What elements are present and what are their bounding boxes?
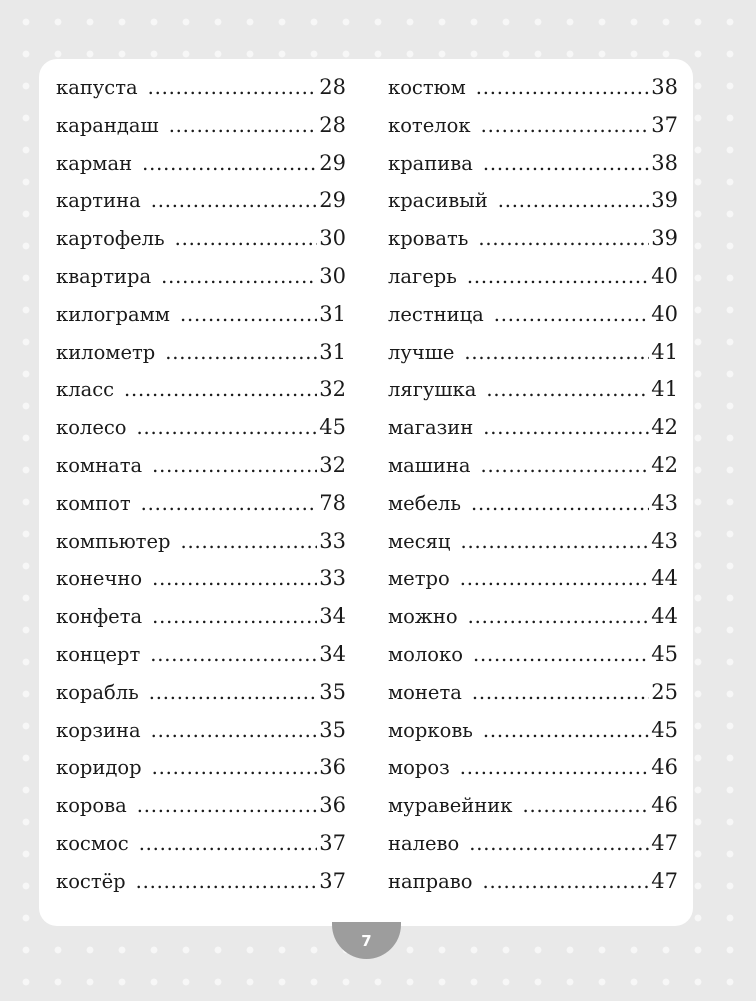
index-entry [388, 787, 678, 825]
index-page-number: 28 [319, 112, 346, 137]
dot-leader [142, 145, 317, 183]
dot-leader [152, 749, 318, 787]
index-word: карандаш [56, 113, 159, 137]
page-number-badge [332, 922, 401, 959]
index-word: конфета [56, 605, 143, 629]
index-entry [56, 825, 346, 863]
dot-leader [161, 258, 317, 296]
index-word: муравейник [388, 794, 513, 818]
index-entry [388, 409, 678, 447]
index-word: мороз [388, 756, 450, 780]
index-word: красивый [388, 189, 488, 213]
index-page-number: 29 [319, 188, 346, 213]
dot-leader [137, 409, 318, 447]
index-entry [56, 863, 346, 901]
index-entry [56, 145, 346, 183]
index-entry [56, 598, 346, 636]
dot-leader [467, 258, 649, 296]
index-page-number: 32 [319, 452, 346, 477]
index-entry [388, 863, 678, 901]
index-entry [388, 182, 678, 220]
index-word: монета [388, 680, 462, 704]
index-page-number: 47 [651, 868, 678, 893]
index-page-number: 29 [319, 150, 346, 175]
index-word: карман [56, 151, 133, 175]
index-word: картина [56, 189, 141, 213]
dot-leader [472, 674, 649, 712]
index-page-number: 25 [651, 679, 678, 704]
index-word: компьютер [56, 529, 171, 553]
dot-leader [460, 560, 650, 598]
index-page-number: 46 [651, 793, 678, 818]
index-page-number: 41 [651, 377, 678, 402]
index-entry [388, 145, 678, 183]
index-page-number: 30 [319, 263, 346, 288]
dot-leader [150, 636, 317, 674]
index-entry [388, 598, 678, 636]
index-page-number: 38 [651, 75, 678, 99]
index-entry [56, 712, 346, 750]
index-entry [56, 523, 346, 561]
dot-leader [148, 69, 318, 107]
index-page-number: 31 [319, 301, 346, 326]
dot-leader [464, 334, 649, 372]
dot-leader [483, 712, 649, 750]
dot-leader [181, 523, 318, 561]
index-column-right [388, 69, 678, 901]
index-word: молоко [388, 642, 463, 666]
index-page-number: 45 [651, 641, 678, 666]
index-word: мебель [388, 491, 461, 515]
index-word: крапива [388, 151, 473, 175]
index-page-number: 33 [319, 566, 346, 591]
index-page-number: 43 [651, 528, 678, 553]
index-word: километр [56, 340, 156, 364]
page-number: 7 [361, 931, 372, 950]
index-entry [388, 69, 678, 107]
dot-leader [152, 447, 317, 485]
dot-leader [180, 296, 317, 334]
index-page-number: 41 [651, 339, 678, 364]
index-word: лучше [388, 340, 455, 364]
index-page-number: 30 [319, 226, 346, 251]
index-entry [56, 258, 346, 296]
index-entry [56, 409, 346, 447]
index-entry [56, 485, 346, 523]
index-entry [56, 182, 346, 220]
index-page-number: 78 [319, 490, 346, 515]
index-page-number: 42 [651, 452, 678, 477]
dot-leader [469, 825, 649, 863]
dot-leader [149, 674, 317, 712]
dot-leader [478, 220, 649, 258]
dot-leader [473, 636, 649, 674]
dot-leader [460, 523, 649, 561]
index-page-number: 39 [651, 188, 678, 213]
index-page-number: 37 [319, 830, 346, 855]
dot-leader [483, 409, 649, 447]
dot-leader [136, 863, 318, 901]
index-page-number: 31 [319, 339, 346, 364]
dot-leader [151, 182, 318, 220]
index-word: корова [56, 794, 127, 818]
index-entry [56, 69, 346, 107]
index-word: лагерь [388, 264, 457, 288]
index-word: метро [388, 567, 450, 591]
index-page-number: 35 [319, 717, 346, 742]
index-entry [388, 485, 678, 523]
index-word: лестница [388, 302, 484, 326]
index-page-number: 38 [651, 150, 678, 175]
index-page-number: 35 [319, 679, 346, 704]
index-entry [56, 636, 346, 674]
dot-leader [471, 485, 649, 523]
dot-leader [476, 69, 649, 107]
index-entry [388, 560, 678, 598]
index-entry [388, 712, 678, 750]
dot-leader [482, 863, 649, 901]
index-entry [56, 296, 346, 334]
dot-leader [165, 334, 317, 372]
index-page-number: 46 [651, 755, 678, 780]
index-entry [388, 749, 678, 787]
index-word: корзина [56, 718, 141, 742]
index-page-number: 34 [319, 604, 346, 629]
index-page-number: 44 [651, 566, 678, 591]
index-word: машина [388, 453, 471, 477]
dot-leader [481, 447, 650, 485]
index-page-number: 36 [319, 755, 346, 780]
index-page-number: 40 [651, 301, 678, 326]
index-word: компот [56, 491, 131, 515]
index-word: костюм [388, 76, 466, 99]
index-entry [388, 523, 678, 561]
index-page-number: 36 [319, 793, 346, 818]
dot-leader [151, 712, 318, 750]
index-entry [388, 825, 678, 863]
index-column-left [56, 69, 346, 901]
index-entry [56, 560, 346, 598]
index-page-number: 40 [651, 263, 678, 288]
index-page-number: 28 [319, 75, 346, 99]
index-word: корабль [56, 680, 139, 704]
index-page-number: 42 [651, 415, 678, 440]
dot-leader [522, 787, 649, 825]
index-word: колесо [56, 416, 127, 440]
dot-leader [152, 598, 317, 636]
dot-leader [169, 107, 318, 145]
index-entry [388, 258, 678, 296]
index-word: капуста [56, 76, 138, 99]
index-page-number: 33 [319, 528, 346, 553]
index-word: космос [56, 831, 129, 855]
index-word: комната [56, 453, 143, 477]
index-page-number: 45 [319, 415, 346, 440]
index-word: кровать [388, 227, 469, 251]
index-entry [56, 749, 346, 787]
dot-leader [137, 787, 318, 825]
dot-leader [152, 560, 317, 598]
index-word: месяц [388, 529, 451, 553]
index-word: лягушка [388, 378, 477, 402]
index-page-number: 44 [651, 604, 678, 629]
index-word: конечно [56, 567, 143, 591]
index-entry [388, 674, 678, 712]
index-entry [388, 220, 678, 258]
index-word: котелок [388, 113, 471, 137]
dot-leader [141, 485, 318, 523]
index-word: морковь [388, 718, 473, 742]
dot-leader [481, 107, 650, 145]
index-page-number: 39 [651, 226, 678, 251]
index-word: направо [388, 869, 473, 893]
index-page-number: 47 [651, 830, 678, 855]
index-word: картофель [56, 227, 165, 251]
index-entry [388, 371, 678, 409]
index-word: налево [388, 831, 460, 855]
index-word: костёр [56, 869, 126, 893]
index-entry [56, 220, 346, 258]
index-entry [56, 371, 346, 409]
index-entry [56, 674, 346, 712]
index-entry [56, 334, 346, 372]
index-entry [388, 636, 678, 674]
index-entry [388, 107, 678, 145]
dot-leader [483, 145, 649, 183]
dot-leader [460, 749, 649, 787]
dot-leader [139, 825, 318, 863]
index-entry [388, 296, 678, 334]
index-word: концерт [56, 642, 141, 666]
dot-leader [486, 371, 649, 409]
index-entry [388, 447, 678, 485]
dot-leader [124, 371, 317, 409]
index-page-number: 45 [651, 717, 678, 742]
index-word: коридор [56, 756, 142, 780]
dot-leader [494, 296, 649, 334]
dot-leader [468, 598, 650, 636]
index-page-number: 32 [319, 377, 346, 402]
index-word: класс [56, 378, 115, 402]
index-page-number: 34 [319, 641, 346, 666]
index-page-number: 37 [651, 112, 678, 137]
index-page-number: 43 [651, 490, 678, 515]
dot-leader [498, 182, 650, 220]
index-word: килограмм [56, 302, 170, 326]
dot-leader [175, 220, 318, 258]
index-entry [56, 787, 346, 825]
index-entry [56, 107, 346, 145]
index-word: можно [388, 605, 458, 629]
index-entry [56, 447, 346, 485]
index-word: квартира [56, 264, 152, 288]
index-word: магазин [388, 416, 474, 440]
index-page-number: 37 [319, 868, 346, 893]
index-entry [388, 334, 678, 372]
